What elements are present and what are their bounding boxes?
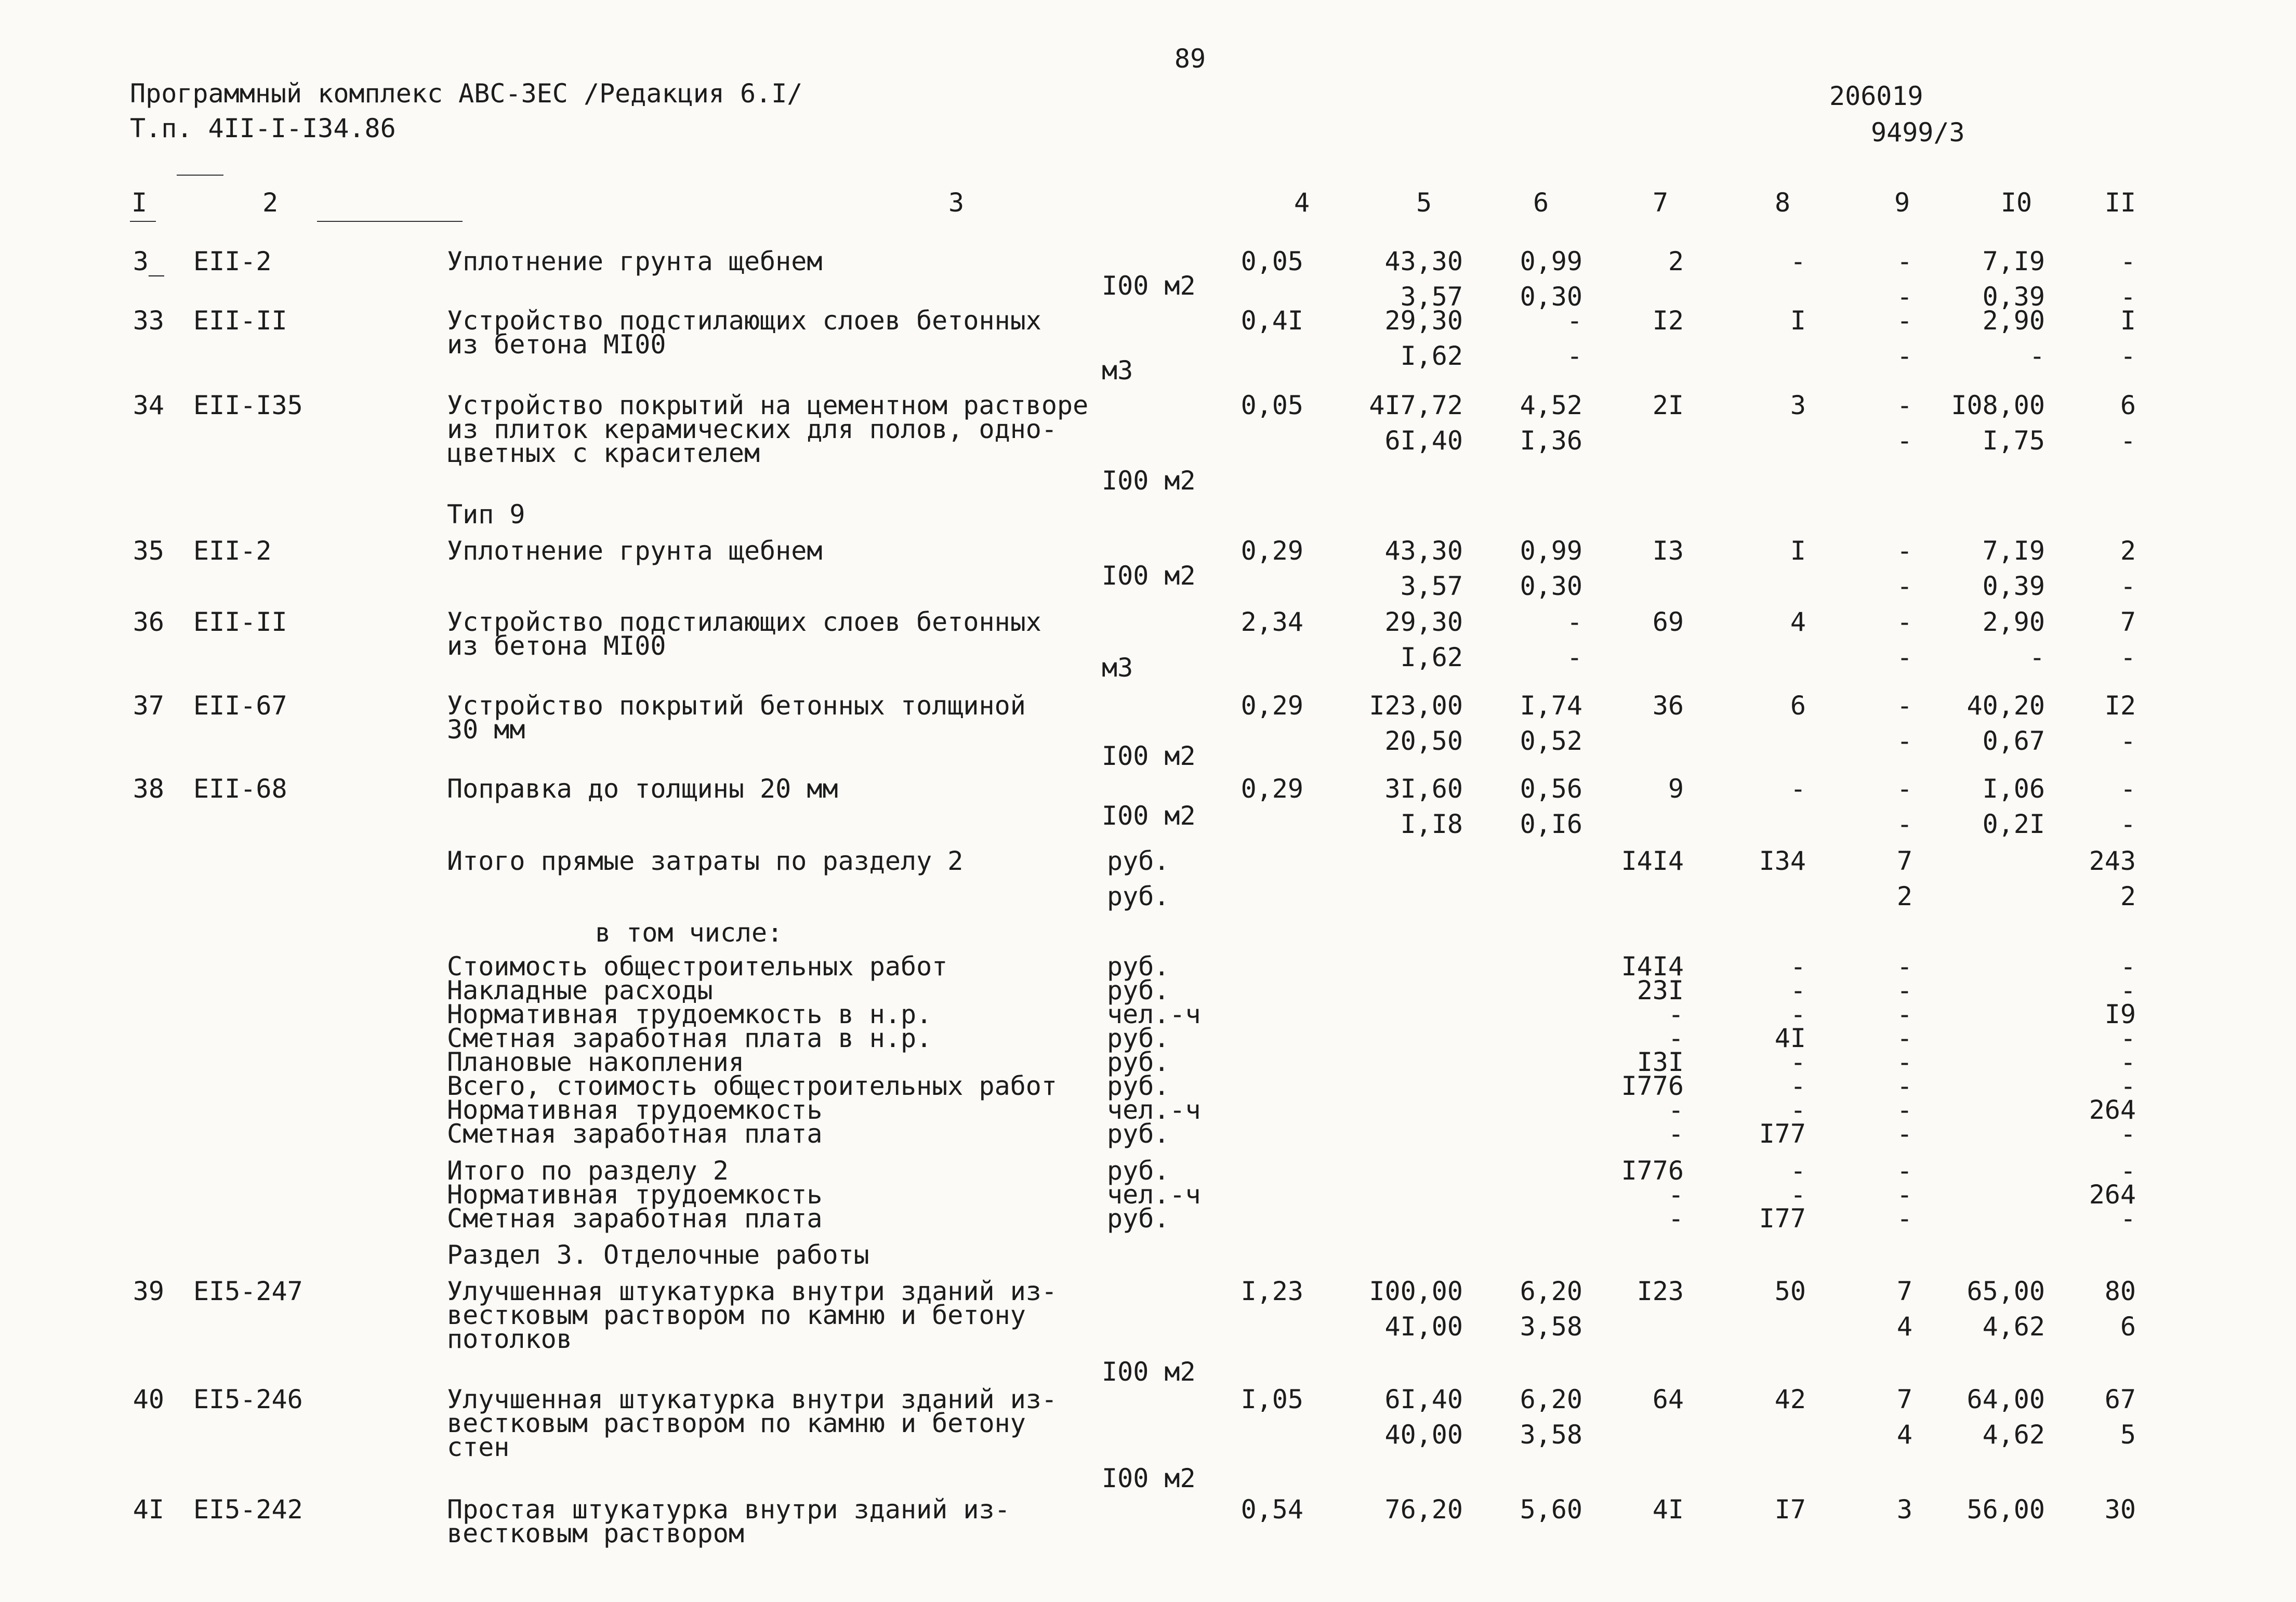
section-total-cost: - [1668, 1180, 1684, 1210]
unit-cost: 43,30 [1384, 536, 1463, 566]
unit: чел.-ч [1107, 1095, 1201, 1125]
section-total-wage: - [1790, 1180, 1806, 1210]
column-header-11: II [2104, 188, 2136, 218]
breakdown-machine: - [1896, 1047, 1912, 1077]
machine-cost: 6,20 [1520, 1276, 1582, 1306]
work-description: Устройство покрытий бетонных толщиной [447, 691, 1026, 721]
work-description: стен [447, 1432, 510, 1462]
breakdown-wage: - [1790, 1047, 1806, 1077]
machine-total: - [1896, 607, 1912, 637]
breakdown-machine: - [1896, 975, 1912, 1005]
unit: руб. [1107, 881, 1170, 911]
unit: руб. [1107, 1119, 1170, 1149]
labor-machine-unit: 4,62 [1982, 1312, 2045, 1342]
unit-wage: 3,57 [1400, 571, 1463, 601]
labor-machine-unit: 0,67 [1982, 726, 2045, 756]
unit-wage: I,62 [1400, 642, 1463, 672]
labor-machine-unit: - [2029, 341, 2045, 371]
quantity: 0,4I [1241, 306, 1303, 336]
machine-total: - [1896, 306, 1912, 336]
breakdown-labor: I9 [2104, 999, 2136, 1029]
row-number: 4I [133, 1494, 164, 1525]
rate-code: ЕI5-246 [193, 1384, 303, 1414]
unit-wage: 3,57 [1400, 282, 1463, 312]
rate-code: ЕI5-247 [193, 1276, 303, 1306]
labor-machine-total: 5 [2120, 1420, 2136, 1450]
breakdown-labor: - [2120, 975, 2136, 1005]
rate-code: ЕI5-242 [193, 1494, 303, 1525]
labor-machine-total: - [2120, 809, 2136, 839]
labor-unit: 56,00 [1967, 1494, 2045, 1525]
work-description: Поправка до толщины 20 мм [447, 774, 838, 804]
unit: I00 м2 [1102, 801, 1196, 831]
unit-cost: 4I7,72 [1369, 390, 1463, 420]
unit: I00 м2 [1102, 561, 1196, 591]
labor-machine-total: 6 [2120, 1312, 2136, 1342]
machine-cost: 0,56 [1520, 774, 1582, 804]
breakdown-machine: - [1896, 999, 1912, 1029]
breakdown-label: Всего, стоимость общестроительных работ [447, 1071, 1057, 1101]
section-total-machine: - [1896, 1203, 1912, 1234]
machine-wage: 0,52 [1520, 726, 1582, 756]
breakdown-machine: - [1896, 1071, 1912, 1101]
machine-total-wage: - [1896, 282, 1912, 312]
machine-total-wage: - [1896, 642, 1912, 672]
machine-cost: 6,20 [1520, 1384, 1582, 1414]
breakdown-label: Нормативная трудоемкость [447, 1095, 823, 1125]
machine-total: 7 [1896, 1276, 1912, 1306]
machine-wage: - [1566, 341, 1582, 371]
breakdown-label: Накладные расходы [447, 975, 713, 1005]
row-number: 37 [133, 691, 164, 721]
total-wage: I [1790, 306, 1806, 336]
unit: I00 м2 [1102, 466, 1196, 496]
unit: м3 [1102, 355, 1133, 386]
machine-total: 3 [1896, 1494, 1912, 1525]
breakdown-cost: 23I [1637, 975, 1684, 1005]
page-number: 89 [1174, 44, 1206, 74]
machine-wage: - [1566, 642, 1582, 672]
work-description: Устройство подстилающих слоев бетонных [447, 306, 1041, 336]
breakdown-wage: - [1790, 999, 1806, 1029]
breakdown-label: Нормативная трудоемкость в н.р. [447, 999, 932, 1029]
quantity: 0,29 [1241, 774, 1303, 804]
total-wage: I [1790, 536, 1806, 566]
labor-machine-unit: - [2029, 642, 2045, 672]
work-description: Уплотнение грунта щебнем [447, 246, 823, 276]
including-label: в том числе: [595, 918, 783, 948]
labor-machine-total: - [2120, 571, 2136, 601]
section-total-cost: - [1668, 1203, 1684, 1234]
column-header-2: 2 [262, 188, 279, 218]
row-number: 39 [133, 1276, 164, 1306]
section-total-machine: - [1896, 1180, 1912, 1210]
labor-unit: I,06 [1982, 774, 2045, 804]
machine-total: - [1896, 536, 1912, 566]
labor-machine-total: - [2120, 426, 2136, 456]
section-total-machine: - [1896, 1156, 1912, 1186]
breakdown-wage: - [1790, 1095, 1806, 1125]
project-line: Т.п. 4II-I-I34.86 [130, 113, 396, 143]
section-total-wage: I77 [1759, 1203, 1806, 1234]
unit: руб. [1107, 975, 1170, 1005]
unit-cost: 29,30 [1384, 607, 1463, 637]
machine-wage: 0,30 [1520, 282, 1582, 312]
labor-unit: 7,I9 [1982, 246, 2045, 276]
labor-unit: 2,90 [1982, 607, 2045, 637]
breakdown-cost: - [1668, 1095, 1684, 1125]
column-header-3: 3 [948, 188, 965, 218]
labor-machine-total: - [2120, 642, 2136, 672]
unit-cost: I23,00 [1369, 691, 1463, 721]
breakdown-wage: 4I [1774, 1023, 1806, 1053]
breakdown-machine: - [1896, 1119, 1912, 1149]
unit: руб. [1107, 1203, 1170, 1234]
unit: I00 м2 [1102, 1357, 1196, 1387]
document-code: 206019 [1829, 81, 1923, 111]
unit: I00 м2 [1102, 271, 1196, 301]
breakdown-cost: I3I [1637, 1047, 1684, 1077]
unit-cost: I00,00 [1369, 1276, 1463, 1306]
machine-total: 7 [1896, 1384, 1912, 1414]
column-header-6: 6 [1533, 188, 1549, 218]
machine-wage: 3,58 [1520, 1420, 1582, 1450]
row-number: 3̲ [133, 246, 164, 276]
machine-total: - [1896, 691, 1912, 721]
quantity: 0,54 [1241, 1494, 1303, 1525]
total-cost: 2I [1652, 390, 1684, 420]
column-header-9: 9 [1894, 188, 1910, 218]
quantity: 0,05 [1241, 246, 1303, 276]
work-description: Улучшенная штукатурка внутри зданий из- [447, 1276, 1057, 1306]
column-header-4: 4 [1294, 188, 1310, 218]
quantity: 0,29 [1241, 536, 1303, 566]
machine-total-wage: - [1896, 571, 1912, 601]
total-cost: 2 [1668, 246, 1684, 276]
total-cost: 69 [1652, 607, 1684, 637]
work-description: вестковым раствором по камню и бетону [447, 1300, 1026, 1330]
unit: I00 м2 [1102, 741, 1196, 771]
column-header-5: 5 [1416, 188, 1432, 218]
column-header-8: 8 [1774, 188, 1791, 218]
labor-machine-unit: 0,39 [1982, 571, 2045, 601]
labor-machine-total: - [2120, 726, 2136, 756]
program-line: Программный комплекс АВС-ЗЕС /Редакция 6.I/ [130, 78, 803, 109]
quantity: 0,05 [1241, 390, 1303, 420]
labor-machine-unit: I,75 [1982, 426, 2045, 456]
subsection-heading: Тип 9 [447, 499, 525, 529]
labor-unit: 2,90 [1982, 306, 2045, 336]
rate-code: ЕII-2 [193, 536, 272, 566]
breakdown-label: Стоимость общестроительных работ [447, 951, 948, 982]
unit-cost: 6I,40 [1384, 1384, 1463, 1414]
total-wage: - [1790, 246, 1806, 276]
labor-machine-unit: 0,39 [1982, 282, 2045, 312]
section-heading: Раздел 3. Отделочные работы [447, 1240, 869, 1270]
breakdown-labor: - [2120, 1071, 2136, 1101]
row-number: 33 [133, 306, 164, 336]
breakdown-cost: I776 [1621, 1071, 1684, 1101]
breakdown-labor: 264 [2089, 1095, 2136, 1125]
machine-total: - [1896, 774, 1912, 804]
machine-total: - [1896, 390, 1912, 420]
labor-unit: 64,00 [1967, 1384, 2045, 1414]
row-number: 36 [133, 607, 164, 637]
labor-total: - [2120, 774, 2136, 804]
unit-cost: 43,30 [1384, 246, 1463, 276]
unit-wage: 4I,00 [1384, 1312, 1463, 1342]
machine-cost: - [1566, 306, 1582, 336]
section-total-labor: - [2120, 1156, 2136, 1186]
labor-total: - [2120, 246, 2136, 276]
work-description: цветных с красителем [447, 438, 760, 468]
labor-unit: I08,00 [1951, 390, 2045, 420]
breakdown-cost: - [1668, 999, 1684, 1029]
total-cost: 4I [1652, 1494, 1684, 1525]
labor-machine-unit: 0,2I [1982, 809, 2045, 839]
labor-unit: 40,20 [1967, 691, 2045, 721]
work-description: потолков [447, 1324, 572, 1354]
unit-wage: I,I8 [1400, 809, 1463, 839]
machine-total-wage: 4 [1896, 1420, 1912, 1450]
total-wage: - [1790, 774, 1806, 804]
total-wage: 50 [1774, 1276, 1806, 1306]
work-description: Устройство покрытий на цементном растворе [447, 390, 1089, 420]
header-underline [177, 175, 223, 176]
labor-unit: 65,00 [1967, 1276, 2045, 1306]
unit: руб. [1107, 1023, 1170, 1053]
breakdown-wage: - [1790, 951, 1806, 982]
labor-total: 6 [2120, 390, 2136, 420]
breakdown-machine: - [1896, 951, 1912, 982]
machine-total-wage: - [1896, 341, 1912, 371]
breakdown-labor: - [2120, 1047, 2136, 1077]
machine-total: - [1896, 246, 1912, 276]
labor-machine-total: - [2120, 341, 2136, 371]
section-total-label: Итого по разделу 2 [447, 1156, 729, 1186]
totals-labor-machine: 2 [2120, 881, 2136, 911]
breakdown-machine: - [1896, 1095, 1912, 1125]
quantity: I,23 [1241, 1276, 1303, 1306]
machine-cost: I,74 [1520, 691, 1582, 721]
row-number: 35 [133, 536, 164, 566]
work-description: 30 мм [447, 714, 525, 745]
column-header-7: 7 [1652, 188, 1669, 218]
work-description: Устройство подстилающих слоев бетонных [447, 607, 1041, 637]
rate-code: ЕII-68 [193, 774, 287, 804]
unit: руб. [1107, 846, 1170, 876]
header-underline [317, 221, 463, 222]
unit-wage: 6I,40 [1384, 426, 1463, 456]
unit: руб. [1107, 1071, 1170, 1101]
section-total-label: Сметная заработная плата [447, 1203, 823, 1234]
work-description: из плиток керамических для полов, одно- [447, 414, 1057, 444]
section-total-labor: 264 [2089, 1180, 2136, 1210]
work-description: вестковым раствором [447, 1518, 744, 1548]
section-total-cost: I776 [1621, 1156, 1684, 1186]
unit: м3 [1102, 653, 1133, 683]
total-wage: 42 [1774, 1384, 1806, 1414]
labor-total: 80 [2104, 1276, 2136, 1306]
labor-total: 2 [2120, 536, 2136, 566]
totals-labor: 243 [2089, 846, 2136, 876]
breakdown-cost: - [1668, 1023, 1684, 1053]
breakdown-label: Сметная заработная плата [447, 1119, 823, 1149]
total-wage: I7 [1774, 1494, 1806, 1525]
total-cost: 9 [1668, 774, 1684, 804]
unit-cost: 29,30 [1384, 306, 1463, 336]
totals-label: Итого прямые затраты по разделу 2 [447, 846, 964, 876]
labor-total: I2 [2104, 691, 2136, 721]
machine-wage: I,36 [1520, 426, 1582, 456]
column-header-10: I0 [2000, 188, 2033, 218]
machine-total-wage: - [1896, 426, 1912, 456]
machine-total-wage: 4 [1896, 1312, 1912, 1342]
breakdown-labor: - [2120, 1023, 2136, 1053]
breakdown-wage: I77 [1759, 1119, 1806, 1149]
breakdown-label: Сметная заработная плата в н.р. [447, 1023, 932, 1053]
breakdown-labor: - [2120, 1119, 2136, 1149]
section-total-wage: - [1790, 1156, 1806, 1186]
unit-wage: 20,50 [1384, 726, 1463, 756]
breakdown-label: Плановые накопления [447, 1047, 744, 1077]
total-cost: 36 [1652, 691, 1684, 721]
unit-wage: 40,00 [1384, 1420, 1463, 1450]
column-header-1: I [131, 188, 148, 218]
rate-code: ЕII-67 [193, 691, 287, 721]
header-underline [130, 221, 156, 222]
unit-wage: I,62 [1400, 341, 1463, 371]
breakdown-cost: - [1668, 1119, 1684, 1149]
labor-total: I [2120, 306, 2136, 336]
breakdown-machine: - [1896, 1023, 1912, 1053]
rate-code: ЕII-II [193, 607, 287, 637]
machine-wage: 0,30 [1520, 571, 1582, 601]
machine-wage: 0,I6 [1520, 809, 1582, 839]
machine-cost: 0,99 [1520, 246, 1582, 276]
totals-cost: I4I4 [1621, 846, 1684, 876]
work-description: вестковым раствором по камню и бетону [447, 1408, 1026, 1438]
breakdown-cost: I4I4 [1621, 951, 1684, 982]
total-cost: I23 [1637, 1276, 1684, 1306]
work-description: из бетона МI00 [447, 329, 666, 360]
work-description: Простая штукатурка внутри зданий из- [447, 1494, 1010, 1525]
section-total-labor: - [2120, 1203, 2136, 1234]
row-number: 40 [133, 1384, 164, 1414]
rate-code: ЕII-2 [193, 246, 272, 276]
totals-machine-wage: 2 [1896, 881, 1912, 911]
unit: чел.-ч [1107, 1180, 1201, 1210]
total-wage: 6 [1790, 691, 1806, 721]
total-cost: I2 [1652, 306, 1684, 336]
unit: чел.-ч [1107, 999, 1201, 1029]
rate-code: ЕII-I35 [193, 390, 303, 420]
labor-total: 30 [2104, 1494, 2136, 1525]
unit-cost: 76,20 [1384, 1494, 1463, 1525]
breakdown-labor: - [2120, 951, 2136, 982]
labor-machine-unit: 4,62 [1982, 1420, 2045, 1450]
labor-total: 67 [2104, 1384, 2136, 1414]
labor-unit: 7,I9 [1982, 536, 2045, 566]
breakdown-wage: - [1790, 1071, 1806, 1101]
machine-cost: - [1566, 607, 1582, 637]
document-number: 9499/3 [1871, 117, 1965, 148]
machine-wage: 3,58 [1520, 1312, 1582, 1342]
machine-cost: 0,99 [1520, 536, 1582, 566]
totals-machine: 7 [1896, 846, 1912, 876]
total-cost: 64 [1652, 1384, 1684, 1414]
breakdown-wage: - [1790, 975, 1806, 1005]
unit: I00 м2 [1102, 1463, 1196, 1493]
row-number: 38 [133, 774, 164, 804]
work-description: Уплотнение грунта щебнем [447, 536, 823, 566]
section-total-label: Нормативная трудоемкость [447, 1180, 823, 1210]
total-cost: I3 [1652, 536, 1684, 566]
quantity: I,05 [1241, 1384, 1303, 1414]
machine-cost: 4,52 [1520, 390, 1582, 420]
work-description: Улучшенная штукатурка внутри зданий из- [447, 1384, 1057, 1414]
machine-cost: 5,60 [1520, 1494, 1582, 1525]
total-wage: 4 [1790, 607, 1806, 637]
total-wage: 3 [1790, 390, 1806, 420]
totals-wage: I34 [1759, 846, 1806, 876]
work-description: из бетона МI00 [447, 631, 666, 661]
unit-cost: 3I,60 [1384, 774, 1463, 804]
labor-total: 7 [2120, 607, 2136, 637]
machine-total-wage: - [1896, 809, 1912, 839]
machine-total-wage: - [1896, 726, 1912, 756]
row-number: 34 [133, 390, 164, 420]
unit: руб. [1107, 951, 1170, 982]
quantity: 2,34 [1241, 607, 1303, 637]
unit: руб. [1107, 1047, 1170, 1077]
unit: руб. [1107, 1156, 1170, 1186]
rate-code: ЕII-II [193, 306, 287, 336]
quantity: 0,29 [1241, 691, 1303, 721]
labor-machine-total: - [2120, 282, 2136, 312]
